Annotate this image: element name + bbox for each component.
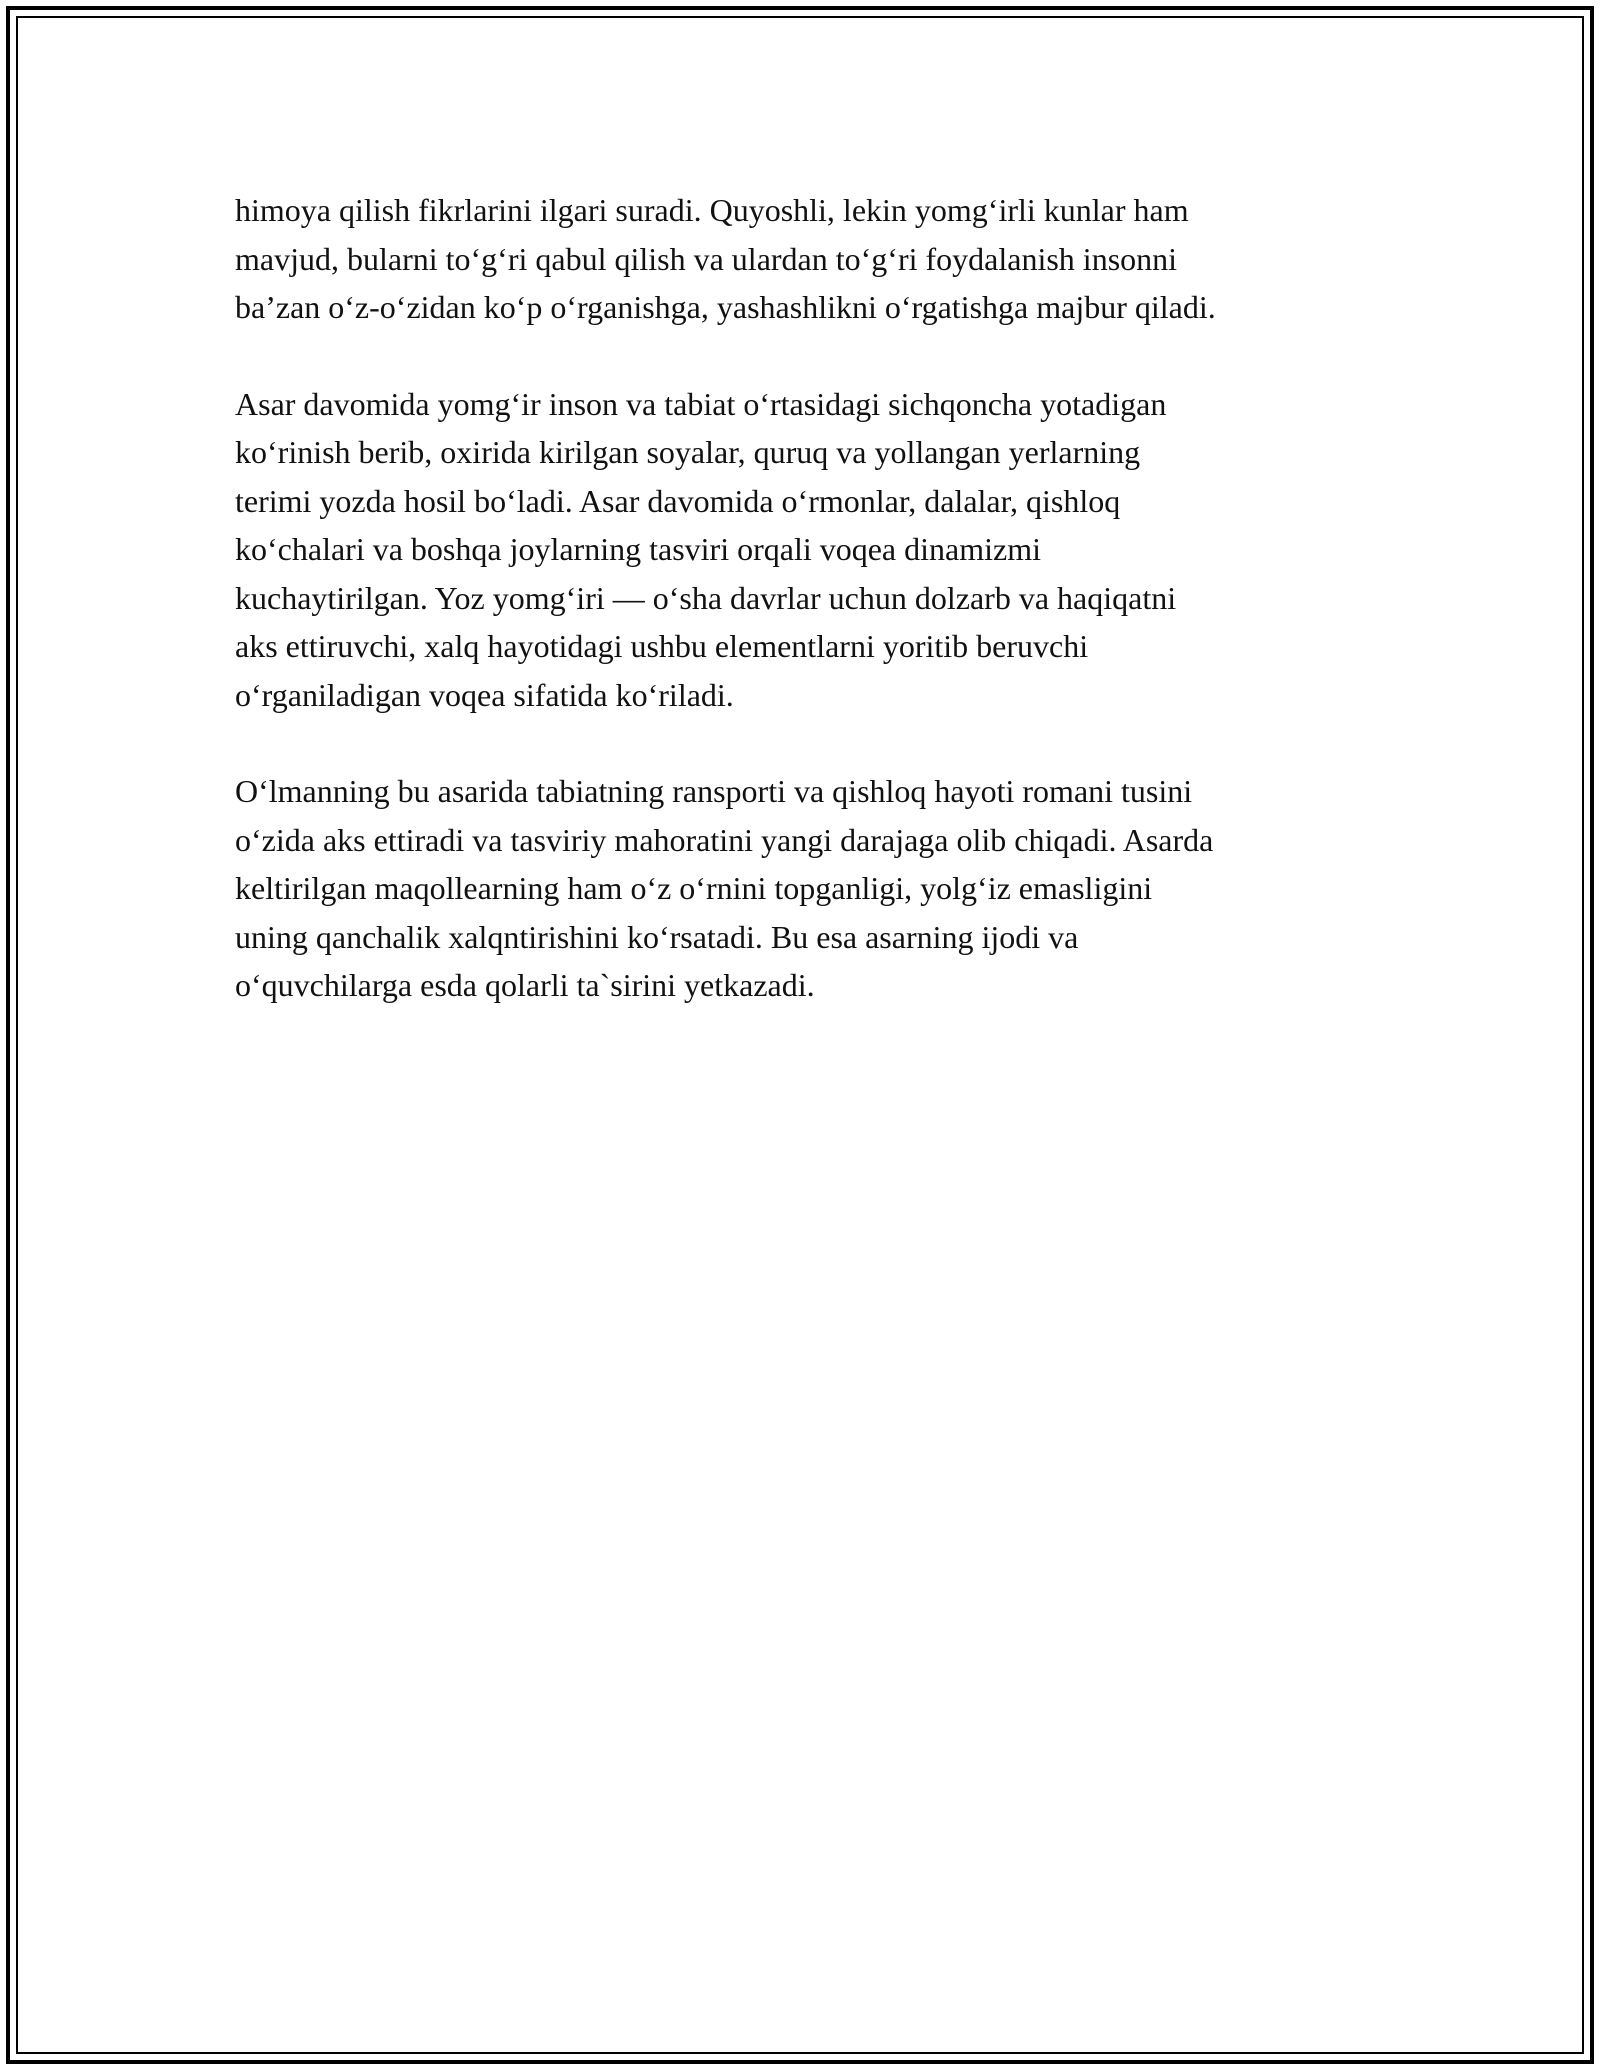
text-line: Asar davomida yomg‘ir inson va tabiat o‘rtasidagi sichqoncha yotadigan [235,385,1167,422]
text-line: ko‘rinish berib, oxirida kirilgan soyalar, quruq va yollangan yerlarning [235,434,1141,470]
text-line: o‘zida aks ettiradi va tasviriy mahoratini yangi darajaga olib chiqadi. Asarda [235,821,1214,858]
text-line: o‘rganiladigan voqea sifatida ko‘riladi. [235,676,734,713]
paragraph-3 [235,767,1380,1010]
text-line: O‘lmanning bu asarida tabiatning ransporti va qishloq hayoti romani tusini [235,773,1193,809]
text-line: uning qanchalik xalqntirishini ko‘rsatadi. Bu esa asarning ijodi va [235,918,1079,955]
text-line: ba’zan o‘z-o‘zidan ko‘p o‘rganishga, yashashlikni o‘rgatishga majbur qiladi. [235,289,1216,325]
text-line: kuchaytirilgan. Yoz yomg‘iri — o‘sha davrlar uchun dolzarb va haqiqatni [235,579,1177,616]
text-line: terimi yozda hosil bo‘ladi. Asar davomida o‘rmonlar, dalalar, qishloq [235,482,1121,519]
text-line: o‘quvchilarga esda qolarli ta`sirini yetkazadi. [235,967,815,1003]
text-line: mavjud, bularni to‘g‘ri qabul qilish va ulardan to‘g‘ri foydalanish insonni [235,240,1178,277]
paragraph-1 [235,186,1380,332]
paragraph-2 [235,380,1380,720]
text-line: keltirilgan maqollearning ham o‘z o‘rnini topganligi, yolg‘iz emasligini [235,870,1153,906]
text-line: aks ettiruvchi, xalq hayotidagi ushbu elementlarni yoritib beruvchi [235,628,1089,664]
document-body [235,186,1380,1058]
text-line: ko‘chalari va boshqa joylarning tasviri orqali voqea dinamizmi [235,531,1041,567]
text-line: himoya qilish fikrlarini ilgari suradi. Quyoshli, lekin yomg‘irli kunlar ham [235,192,1189,228]
